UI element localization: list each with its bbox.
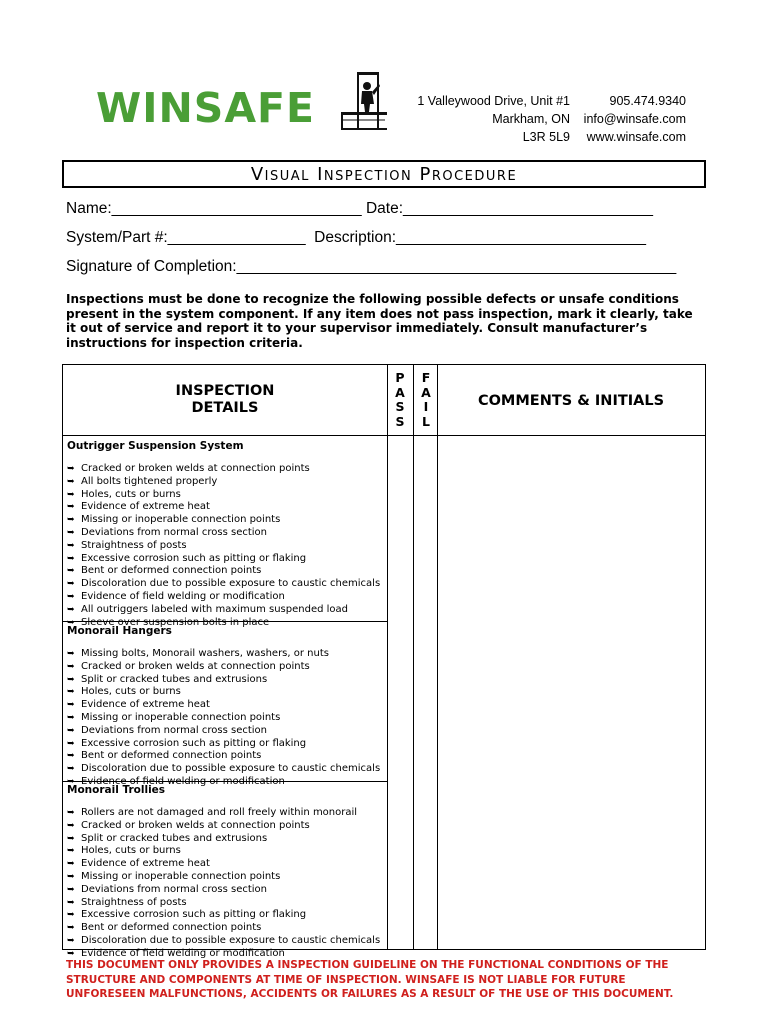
checklist-item: [67, 833, 387, 846]
address-line-2: Markham, ON: [492, 112, 570, 126]
bullet-icon: ➥: [67, 923, 75, 934]
page-title: Visual Inspection Procedure: [62, 160, 706, 188]
checklist-item: [67, 909, 387, 922]
checklist-item-text: Evidence of field welding or modification: [81, 947, 285, 959]
bullet-icon: ➥: [67, 764, 75, 775]
checklist-item-text: Evidence of field welding or modification: [81, 590, 285, 602]
bullet-icon: ➥: [67, 502, 75, 513]
checklist-item-text: Split or cracked tubes and extrusions: [81, 832, 268, 844]
checklist-item: [67, 578, 387, 591]
bullet-icon: ➥: [67, 884, 75, 895]
checklist-item-text: Excessive corrosion such as pitting or flaking: [81, 737, 307, 749]
address-line-1: 1 Valleywood Drive, Unit #1: [417, 94, 570, 108]
checklist-item: [67, 661, 387, 674]
header-inspection-details: INSPECTION DETAILS: [175, 383, 275, 416]
checklist-item: [67, 699, 387, 712]
contact-block: [574, 92, 686, 146]
checklist-item-text: Holes, cuts or burns: [81, 488, 181, 500]
checklist-item-text: Evidence of extreme heat: [81, 501, 210, 513]
checklist-item-text: Straightness of posts: [81, 539, 187, 551]
checklist-item: [67, 884, 387, 897]
window-cleaner-figure-icon: [339, 70, 389, 132]
checklist-item-text: Evidence of extreme heat: [81, 699, 210, 711]
checklist-item-text: Deviations from normal cross section: [81, 883, 268, 895]
checklist-item: [67, 750, 387, 763]
checklist-item-text: Discoloration due to possible exposure to caustic chemicals: [81, 763, 381, 775]
checklist-item: [67, 725, 387, 738]
checklist-item-text: Holes, cuts or burns: [81, 845, 181, 857]
bullet-icon: ➥: [67, 897, 75, 908]
bullet-icon: ➥: [67, 859, 75, 870]
bullet-icon: ➥: [67, 674, 75, 685]
checklist-item-text: Evidence of field welding or modification: [81, 775, 285, 787]
intro-paragraph: Inspections must be done to recognize the following possible defects or unsafe conditions present in the system component. If any item does not pass inspection, mark it clearly, take it out of service and report it to your supervisor immediately. Consult manufacturer’s instructions for inspection criteria.: [66, 292, 693, 350]
bullet-icon: ➥: [67, 700, 75, 711]
checklist-item: [67, 527, 387, 540]
bullet-icon: ➥: [67, 776, 75, 787]
bullet-icon: ➥: [67, 566, 75, 577]
inspection-table: [62, 364, 706, 959]
address-line-3: L3R 5L9: [522, 130, 570, 144]
checklist-item-text: Evidence of extreme heat: [81, 858, 210, 870]
checklist-item: [67, 565, 387, 578]
bullet-icon: ➥: [67, 617, 75, 628]
checklist-item-text: All bolts tightened properly: [81, 475, 218, 487]
section-monorail-hangers: [67, 625, 387, 789]
checklist-item: [67, 604, 387, 617]
checklist-item-text: Discoloration due to possible exposure to caustic chemicals: [81, 934, 381, 946]
checklist-item: [67, 871, 387, 884]
signature-field[interactable]: Signature of Completion:___________________________________________________: [66, 258, 677, 275]
checklist-item-text: Bent or deformed connection points: [81, 750, 262, 762]
bullet-icon: ➥: [67, 649, 75, 659]
checklist-item-text: Cracked or broken welds at connection points: [81, 660, 310, 672]
bullet-icon: ➥: [67, 489, 75, 500]
bullet-icon: ➥: [67, 591, 75, 602]
section-title: Monorail Hangers: [67, 625, 172, 637]
bullet-icon: ➥: [67, 527, 75, 538]
bullet-icon: ➥: [67, 833, 75, 844]
bullet-icon: ➥: [67, 738, 75, 749]
checklist-item-text: Deviations from normal cross section: [81, 724, 268, 736]
checklist-item: [67, 807, 387, 820]
checklist-item-text: Missing or inoperable connection points: [81, 711, 281, 723]
checklist-item: [67, 763, 387, 776]
bullet-icon: ➥: [67, 846, 75, 857]
checklist-item-text: Missing or inoperable connection points: [81, 870, 281, 882]
bullet-icon: ➥: [67, 687, 75, 698]
checklist-item: [67, 935, 387, 948]
checklist-item-text: Missing or inoperable connection points: [81, 514, 281, 526]
phone-number: 905.474.9340: [609, 94, 686, 108]
header-fail: F A I L: [421, 370, 431, 429]
checklist-item: [67, 712, 387, 725]
checklist-item: [67, 501, 387, 514]
bullet-icon: ➥: [67, 871, 75, 882]
winsafe-logo: [96, 70, 396, 132]
bullet-icon: ➥: [67, 751, 75, 762]
checklist-item-text: Rollers are not damaged and roll freely within monorail: [81, 807, 358, 818]
checklist-item-text: Sleeve over suspension bolts in place: [81, 616, 270, 628]
checklist-item: [67, 514, 387, 527]
bullet-icon: ➥: [67, 808, 75, 818]
checklist-item-text: Excessive corrosion such as pitting or flaking: [81, 909, 307, 921]
bullet-icon: ➥: [67, 464, 75, 474]
logo-wordmark: WINSAFE: [96, 84, 316, 132]
checklist-item-text: Discoloration due to possible exposure to caustic chemicals: [81, 578, 381, 590]
checklist-item-text: Missing bolts, Monorail washers, washers, or nuts: [81, 648, 329, 659]
checklist-item: [67, 540, 387, 553]
name-date-field[interactable]: Name:_____________________________ Date:_____________________________: [66, 200, 653, 217]
liability-disclaimer: THIS DOCUMENT ONLY PROVIDES A INSPECTION GUIDELINE ON THE FUNCTIONAL CONDITIONS OF THE STRUCTURE AND COMPONENTS AT TIME OF INSPECTION. WINSAFE IS NOT LIABLE FOR FUTURE UNFORESEEN MALFUNCTIONS, ACCIDENTS OR FAILURES AS A RESULT OF THE USE OF THIS DOCUMENT.: [66, 959, 674, 1000]
header-pass: P A S S: [395, 370, 405, 429]
checklist-item-text: Cracked or broken welds at connection points: [81, 819, 310, 831]
checklist-item-text: Excessive corrosion such as pitting or flaking: [81, 552, 307, 564]
header-comments-initials: COMMENTS & INITIALS: [477, 393, 665, 409]
bullet-icon: ➥: [67, 515, 75, 526]
bullet-icon: ➥: [67, 579, 75, 590]
website-link[interactable]: www.winsafe.com: [586, 130, 686, 144]
checklist-item-text: Deviations from normal cross section: [81, 526, 268, 538]
bullet-icon: ➥: [67, 553, 75, 564]
checklist-item: [67, 738, 387, 751]
section-monorail-trollies: [67, 784, 387, 961]
checklist-item: [67, 553, 387, 566]
section-title: Outrigger Suspension System: [67, 440, 244, 452]
section-title: Monorail Trollies: [67, 784, 166, 796]
bullet-icon: ➥: [67, 604, 75, 615]
checklist-item-text: Bent or deformed connection points: [81, 922, 262, 934]
bullet-icon: ➥: [67, 725, 75, 736]
checklist-item: [67, 476, 387, 489]
checklist-item: [67, 674, 387, 687]
bullet-icon: ➥: [67, 712, 75, 723]
bullet-icon: ➥: [67, 476, 75, 487]
bullet-icon: ➥: [67, 910, 75, 921]
checklist-item-text: Cracked or broken welds at connection points: [81, 463, 310, 474]
bullet-icon: ➥: [67, 820, 75, 831]
checklist-item: [67, 820, 387, 833]
checklist-item-text: Straightness of posts: [81, 896, 187, 908]
bullet-icon: ➥: [67, 661, 75, 672]
bullet-icon: ➥: [67, 935, 75, 946]
bullet-icon: ➥: [67, 540, 75, 551]
checklist-item: [67, 858, 387, 871]
bullet-icon: ➥: [67, 948, 75, 959]
checklist-item: [67, 463, 387, 476]
checklist-item: [67, 489, 387, 502]
section-outrigger: [67, 440, 387, 629]
checklist-item: [67, 591, 387, 604]
address-block: [400, 92, 570, 146]
system-description-field[interactable]: System/Part #:________________ Description:_____________________________: [66, 229, 647, 246]
checklist-item: [67, 922, 387, 935]
checklist-item-text: Holes, cuts or burns: [81, 686, 181, 698]
checklist-item-text: Bent or deformed connection points: [81, 565, 262, 577]
checklist-item-text: All outriggers labeled with maximum suspended load: [81, 603, 349, 615]
checklist-item: [67, 686, 387, 699]
checklist-item: [67, 845, 387, 858]
checklist-item: [67, 648, 387, 661]
checklist-item: [67, 897, 387, 910]
checklist-item-text: Split or cracked tubes and extrusions: [81, 673, 268, 685]
email-link[interactable]: info@winsafe.com: [583, 112, 686, 126]
